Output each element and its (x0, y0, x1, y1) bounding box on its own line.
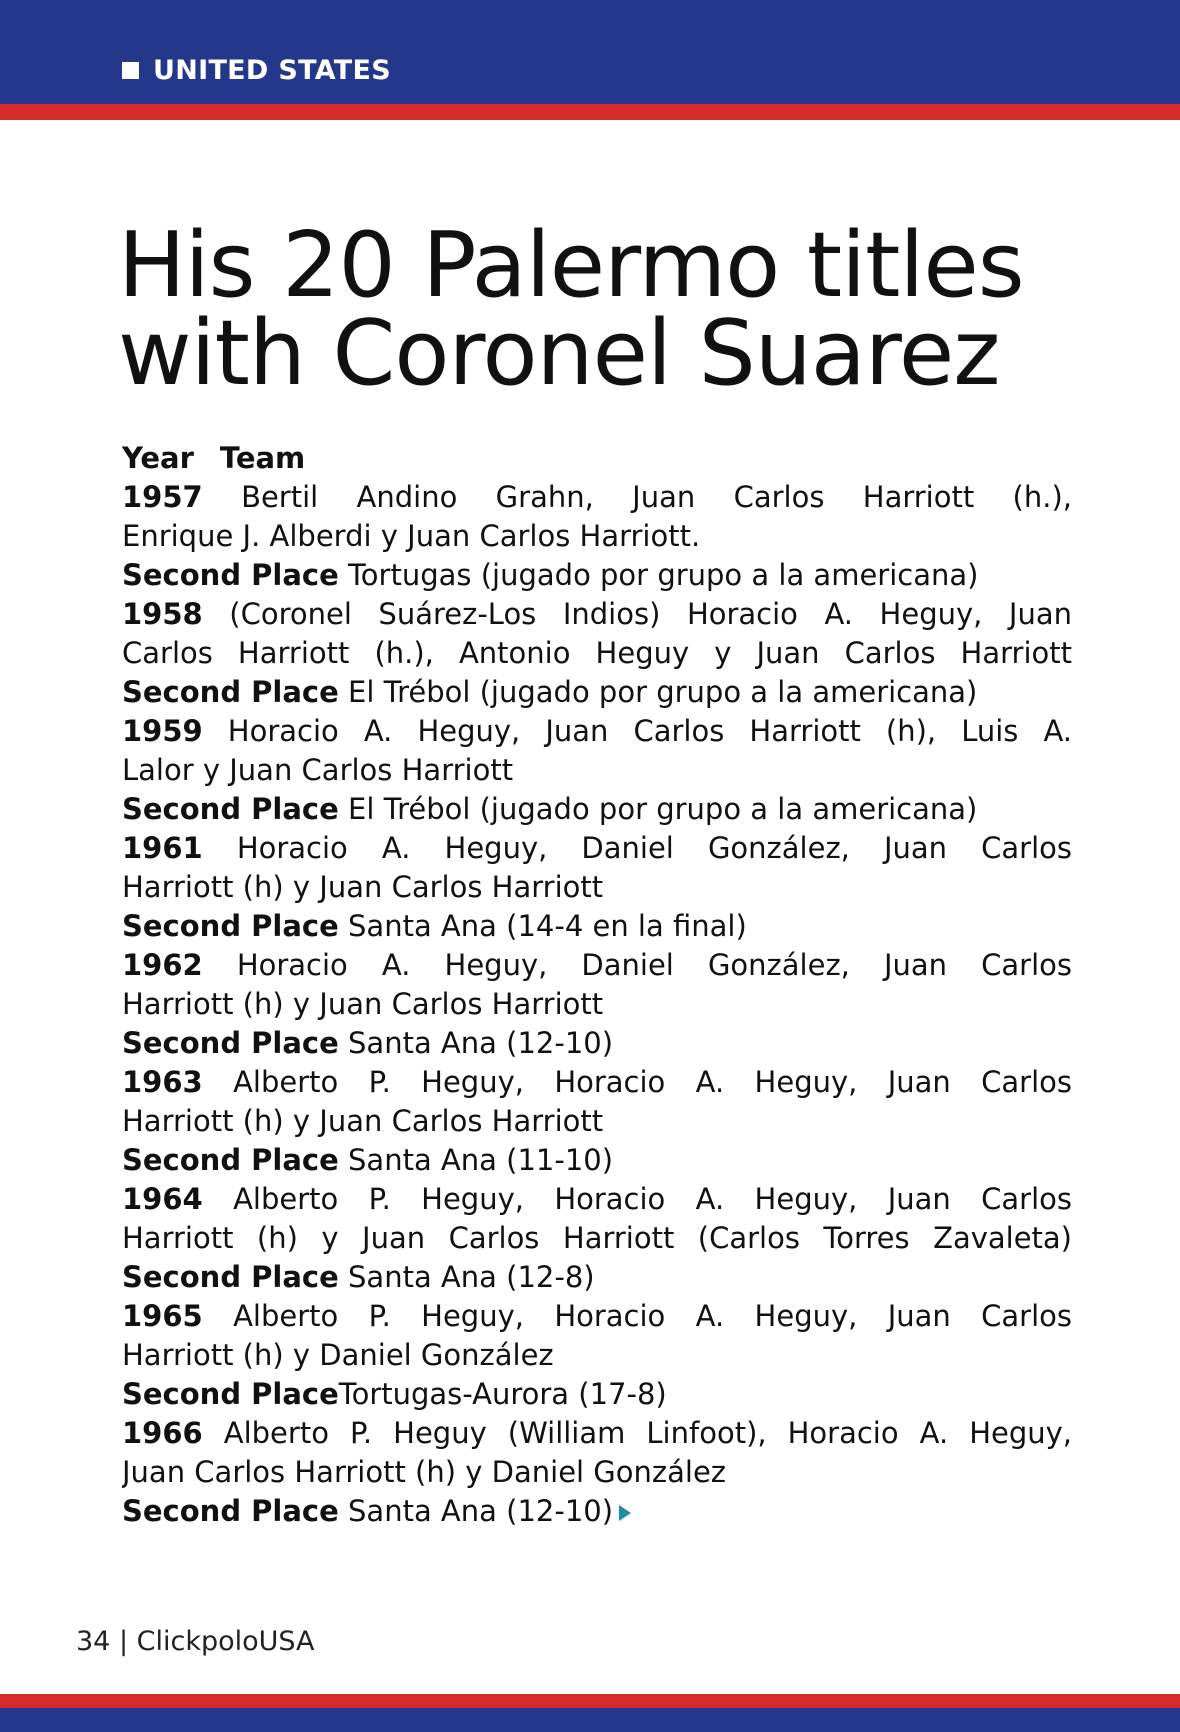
titles-list (122, 439, 1072, 1531)
title-record (122, 829, 1072, 946)
record-team-line-2: Enrique J. Alberdi y Juan Carlos Harriott. (122, 519, 701, 553)
record-year: 1957 (122, 480, 203, 514)
title-record (122, 478, 1072, 595)
section-label (122, 50, 391, 90)
second-place-value: Santa Ana (12-8) (348, 1260, 595, 1294)
record-second-place (122, 1258, 1072, 1297)
record-second-place (122, 673, 1072, 712)
title-record (122, 946, 1072, 1063)
record-team-line-1: Alberto P. Heguy, Horacio A. Heguy, Juan Carlos (233, 1065, 1072, 1099)
record-team-line-2: Lalor y Juan Carlos Harriott (122, 753, 514, 787)
record-second-place (122, 1141, 1072, 1180)
record-line-1 (122, 712, 1072, 751)
second-place-label: Second Place (122, 1143, 339, 1177)
record-team-line-1: Alberto P. Heguy (William Linfoot), Horacio A. Heguy, (223, 1416, 1072, 1450)
record-line-1 (122, 829, 1072, 868)
record-second-place (122, 556, 1072, 595)
page-title-line-1: His 20 Palermo titles (118, 213, 1024, 318)
record-team-line-1: Horacio A. Heguy, Juan Carlos Harriott (h), Luis A. (227, 714, 1072, 748)
second-place-label: Second Place (122, 1026, 339, 1060)
record-second-place (122, 1024, 1072, 1063)
second-place-value: Santa Ana (14-4 en la final) (348, 909, 747, 943)
record-team-line-2: Carlos Harriott (h.), Antonio Heguy y Juan Carlos Harriott (122, 636, 1072, 670)
record-year: 1965 (122, 1299, 203, 1333)
record-line-1 (122, 595, 1072, 634)
page-title-line-2: with Coronel Suarez (118, 301, 1000, 406)
second-place-label: Second Place (122, 675, 339, 709)
record-year: 1958 (122, 597, 203, 631)
title-record (122, 1297, 1072, 1414)
page-footer: 34 | ClickpoloUSA (76, 1626, 315, 1657)
table-header (122, 439, 1072, 478)
record-team-line-1: Alberto P. Heguy, Horacio A. Heguy, Juan Carlos (233, 1299, 1072, 1333)
record-team-line-1: Horacio A. Heguy, Daniel González, Juan Carlos (236, 948, 1072, 982)
record-team-line-2: Harriott (h) y Juan Carlos Harriott (122, 1104, 604, 1138)
record-team-line-1: Alberto P. Heguy, Horacio A. Heguy, Juan Carlos (233, 1182, 1072, 1216)
title-record (122, 1180, 1072, 1297)
footer-band (0, 1708, 1180, 1732)
record-second-place (122, 1492, 1072, 1531)
records (122, 478, 1072, 1531)
record-team-line-2: Harriott (h) y Juan Carlos Harriott (Carlos Torres Zavaleta) (122, 1221, 1072, 1255)
second-place-label: Second Place (122, 792, 339, 826)
record-line-1 (122, 946, 1072, 985)
second-place-label: Second Place (122, 1377, 339, 1411)
team-column-header: Team (219, 441, 306, 475)
title-record (122, 595, 1072, 712)
record-team-line-1: (Coronel Suárez-Los Indios) Horacio A. Heguy, Juan (229, 597, 1072, 631)
record-team-line-2: Harriott (h) y Juan Carlos Harriott (122, 870, 604, 904)
record-second-place (122, 907, 1072, 946)
arrow-right-icon (619, 1505, 631, 1521)
header-stripe (0, 104, 1180, 120)
record-line-1 (122, 1180, 1072, 1219)
second-place-value: Santa Ana (12-10) (348, 1026, 614, 1060)
record-line-1 (122, 1063, 1072, 1102)
square-bullet-icon (122, 62, 139, 79)
record-year: 1964 (122, 1182, 203, 1216)
record-year: 1966 (122, 1416, 203, 1450)
second-place-value: Tortugas-Aurora (17-8) (338, 1377, 667, 1411)
record-year: 1961 (122, 831, 203, 865)
record-team-line-1: Horacio A. Heguy, Daniel González, Juan Carlos (236, 831, 1072, 865)
second-place-label: Second Place (122, 909, 339, 943)
record-year: 1962 (122, 948, 203, 982)
record-line-1 (122, 478, 1072, 517)
record-team-line-2: Juan Carlos Harriott (h) y Daniel González (122, 1455, 727, 1489)
second-place-value: Santa Ana (11-10) (348, 1143, 614, 1177)
second-place-value: El Trébol (jugado por grupo a la americana) (348, 792, 978, 826)
second-place-label: Second Place (122, 1494, 339, 1528)
title-record (122, 712, 1072, 829)
title-record (122, 1414, 1072, 1531)
record-team-line-2: Harriott (h) y Juan Carlos Harriott (122, 987, 604, 1021)
second-place-value: Tortugas (jugado por grupo a la americana) (348, 558, 979, 592)
record-year: 1959 (122, 714, 203, 748)
second-place-label: Second Place (122, 1260, 339, 1294)
record-second-place (122, 1375, 1072, 1414)
second-place-label: Second Place (122, 558, 339, 592)
second-place-value: Santa Ana (12-10) (348, 1494, 614, 1528)
year-column-header: Year (122, 441, 194, 475)
record-team-line-1: Bertil Andino Grahn, Juan Carlos Harriott (h.), (241, 480, 1072, 514)
record-team-line-2: Harriott (h) y Daniel González (122, 1338, 554, 1372)
record-year: 1963 (122, 1065, 203, 1099)
record-line-1 (122, 1414, 1072, 1453)
record-second-place (122, 790, 1072, 829)
footer-stripe (0, 1694, 1180, 1708)
title-record (122, 1063, 1072, 1180)
page-title (118, 213, 1098, 406)
section-label-text: UNITED STATES (153, 54, 392, 86)
second-place-value: El Trébol (jugado por grupo a la americana) (348, 675, 978, 709)
record-line-1 (122, 1297, 1072, 1336)
